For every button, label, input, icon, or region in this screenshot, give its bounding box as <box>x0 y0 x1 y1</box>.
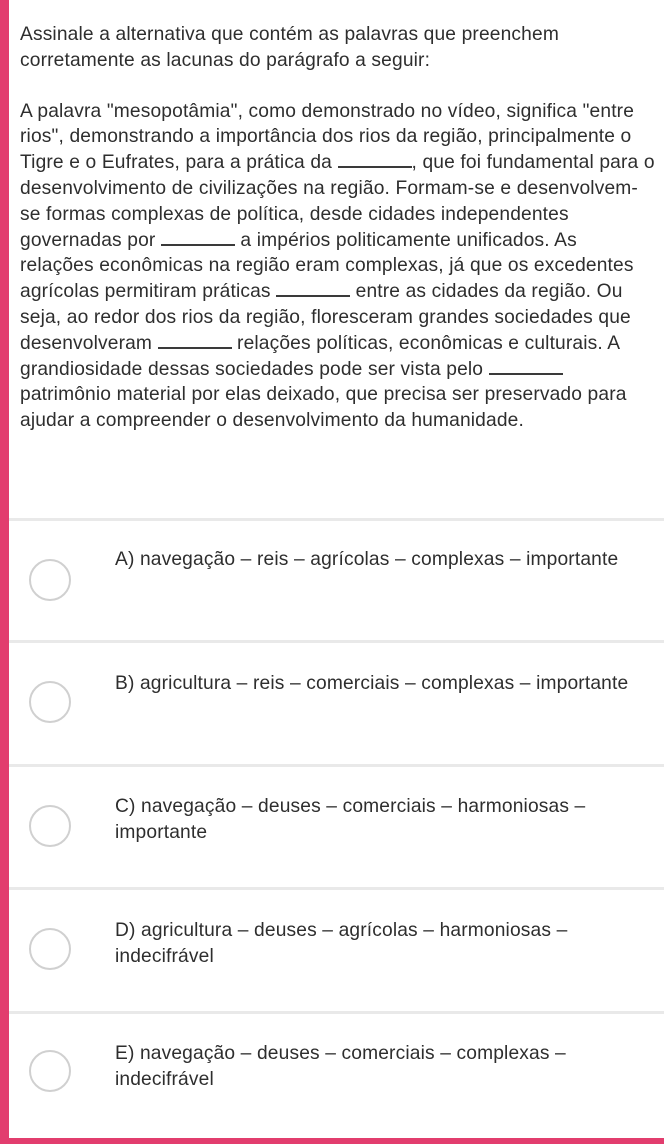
option-a-label: A) navegação – reis – agrícolas – complexas – importante <box>115 549 619 570</box>
blank-1 <box>338 165 412 168</box>
option-c[interactable] <box>9 767 664 888</box>
option-d[interactable] <box>9 890 664 1011</box>
radio-button-e[interactable] <box>29 1050 71 1092</box>
radio-button-b[interactable] <box>29 681 71 723</box>
question-paragraph <box>20 99 656 434</box>
radio-button-a[interactable] <box>29 559 71 601</box>
paragraph-part: patrimônio material por elas deixado, que precisa ser preservado para ajudar a compreender o desenvolvimento da humanidade. <box>20 384 627 432</box>
option-a[interactable] <box>9 521 664 642</box>
blank-4 <box>158 346 232 349</box>
option-e-label: E) navegação – deuses – comerciais – complexas – indecifrável <box>115 1043 566 1090</box>
radio-button-d[interactable] <box>29 928 71 970</box>
paragraph-part: A palavra "mesopotâmia", como demonstrado no vídeo, significa "entre rios", demonstrando a importância dos rios da região, principalmente o Tigre e o Eufrates, para a prática da <box>20 100 635 174</box>
paragraph-part: relações políticas, econômicas e culturais. A grandiosidade dessas sociedades pode ser vista pelo <box>20 332 620 380</box>
question-intro: Assinale a alternativa que contém as palavras que preenchem corretamente as lacunas do parágrafo a seguir: <box>20 24 559 71</box>
paragraph-part: entre as cidades da região. Ou seja, ao redor dos rios da região, floresceram grandes sociedades que desenvolveram <box>20 281 631 354</box>
option-e[interactable] <box>9 1014 664 1135</box>
bottom-accent-bar <box>0 1138 664 1144</box>
option-c-label: C) navegação – deuses – comerciais – harmoniosas – importante <box>115 796 586 843</box>
radio-button-c[interactable] <box>29 805 71 847</box>
left-accent-bar <box>0 0 9 1144</box>
question-text <box>20 22 656 434</box>
blank-3 <box>276 294 350 297</box>
blank-2 <box>161 243 235 246</box>
paragraph-part: a impérios politicamente unificados. As relações econômicas na região eram complexas, já que os excedentes agrícolas permitiram práticas <box>20 229 634 303</box>
paragraph-part: , que foi fundamental para o desenvolvimento de civilizações na região. Formam-se e desenvolvem-se formas complexas de política, desde cidades independentes governadas por <box>20 152 655 251</box>
option-b[interactable] <box>9 643 664 764</box>
blank-5 <box>489 372 563 375</box>
option-b-label: B) agricultura – reis – comerciais – complexas – importante <box>115 673 629 694</box>
option-d-label: D) agricultura – deuses – agrícolas – harmoniosas – indecifrável <box>115 920 568 967</box>
